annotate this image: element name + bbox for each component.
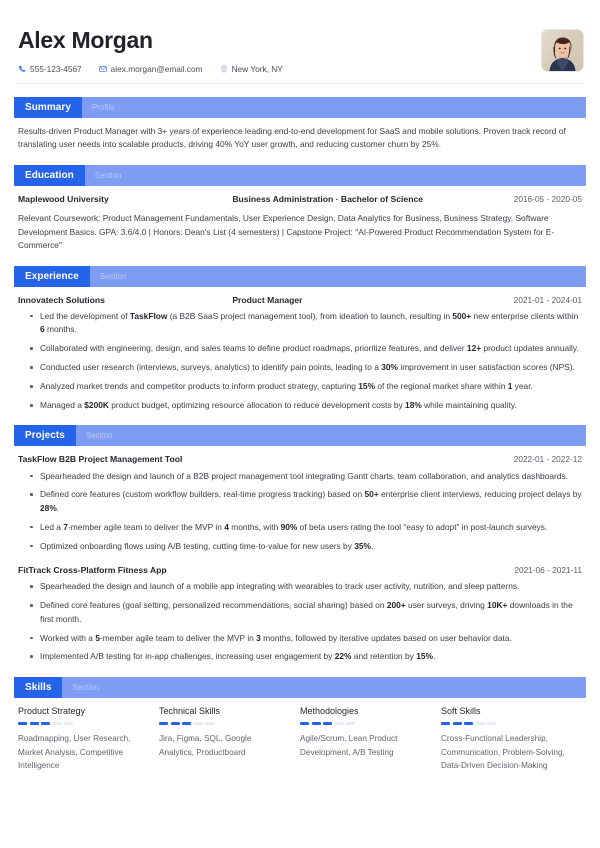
- contact-location[interactable]: [220, 64, 283, 74]
- skill-level-dash: [53, 722, 62, 725]
- contact-email[interactable]: [99, 64, 203, 74]
- section-header-education: [14, 165, 586, 186]
- section-title-experience: Experience: [14, 266, 90, 287]
- education-institution: Maplewood University: [18, 193, 109, 204]
- skill-level-dash: [300, 722, 309, 725]
- skill-column: [300, 706, 441, 773]
- contact-row: [18, 64, 541, 74]
- list-item: Implemented A/B testing for in-app challenges, increasing user engagement by 22% and retention by 15%.: [18, 650, 582, 663]
- experience-company: Innovatech Solutions: [18, 294, 105, 305]
- skill-column: [159, 706, 300, 773]
- section-body-summary: [14, 125, 586, 152]
- project-dates: 2021-06 - 2021-11: [514, 565, 582, 576]
- skill-level-meter: [441, 722, 568, 725]
- contact-phone[interactable]: [18, 64, 82, 74]
- section-skills: [14, 677, 586, 773]
- map-pin-icon: [220, 65, 228, 73]
- skill-column: [18, 706, 159, 773]
- list-item: Defined core features (goal setting, personalized recommendations, social sharing) based on 200+ user surveys, driving 10K+ downloads in the first month.: [18, 599, 582, 626]
- section-header-projects: [14, 425, 586, 446]
- list-item: Optimized onboarding flows using A/B testing, cutting time-to-value for new users by 35%.: [18, 540, 582, 553]
- skill-level-dash: [194, 722, 203, 725]
- experience-entry-head: [18, 294, 582, 306]
- phone-icon: [18, 65, 26, 73]
- skill-level-dash: [464, 722, 473, 725]
- skill-level-dash: [323, 722, 332, 725]
- experience-bullets: [18, 310, 582, 413]
- contact-phone-text: 555-123-4567: [30, 63, 82, 74]
- section-kind-projects: Section: [85, 431, 113, 441]
- list-item: Spearheaded the design and launch of a B2B project management tool integrating Gantt charts, team collaboration, and analytics dashboards.: [18, 470, 582, 483]
- section-body-experience: [14, 294, 586, 413]
- contact-email-text: alex.morgan@email.com: [110, 63, 203, 74]
- header-left: [14, 26, 541, 74]
- list-item: Conducted user research (interviews, surveys, analytics) to identify pain points, leading to a 30% improvement in user satisfaction scores (NPS).: [18, 361, 582, 374]
- experience-role: Product Manager: [232, 294, 303, 305]
- section-header-experience: [14, 266, 586, 287]
- skill-category-title: Methodologies: [300, 705, 359, 716]
- skill-level-dash: [159, 722, 168, 725]
- section-experience: [14, 266, 586, 413]
- project-title: FitTrack Cross-Platform Fitness App: [18, 565, 167, 576]
- skill-column: [441, 706, 582, 773]
- list-item: Led the development of TaskFlow (a B2B SaaS project management tool), from ideation to launch, resulting in 500+ new enterprise clients within 6 months.: [18, 310, 582, 337]
- list-item: Managed a $200K product budget, optimizing resource allocation to reduce development costs by 18% while maintaining quality.: [18, 399, 582, 412]
- envelope-icon: [99, 65, 107, 73]
- section-kind-skills: Section: [72, 682, 100, 692]
- header-divider: [16, 83, 584, 84]
- skill-level-dash: [312, 722, 321, 725]
- contact-location-text: New York, NY: [231, 63, 283, 74]
- skill-items: Cross-Functional Leadership, Communication, Problem-Solving, Data-Driven Decision-Making: [441, 733, 565, 771]
- skill-level-dash: [18, 722, 27, 725]
- project-bullets: [18, 470, 582, 554]
- section-title-summary: Summary: [14, 97, 82, 118]
- skill-category-title: Technical Skills: [159, 705, 221, 716]
- project-title: TaskFlow B2B Project Management Tool: [18, 454, 183, 465]
- skill-level-dash: [64, 722, 73, 725]
- skill-level-dash: [335, 722, 344, 725]
- education-dates: 2016-05 - 2020-05: [513, 193, 582, 204]
- skill-level-dash: [171, 722, 180, 725]
- skill-items: Jira, Figma, SQL, Google Analytics, Productboard: [159, 733, 252, 757]
- skill-category-title: Product Strategy: [18, 705, 86, 716]
- skill-level-dash: [346, 722, 355, 725]
- list-item: Led a 7-member agile team to deliver the MVP in 4 months, with 90% of beta users rating the tool “easy to adopt” in post-launch surveys.: [18, 521, 582, 534]
- section-summary: [14, 97, 586, 152]
- list-item: Collaborated with engineering, design, and sales teams to define product roadmaps, prioritize features, and deliver 12+ product updates annually.: [18, 342, 582, 355]
- section-body-education: [14, 193, 586, 253]
- skill-level-meter: [159, 722, 286, 725]
- project-dates: 2022-01 - 2022-12: [513, 454, 582, 465]
- skill-level-dash: [453, 722, 462, 725]
- list-item: Analyzed market trends and competitor products to inform product strategy, capturing 15% of the regional market share within 1 year.: [18, 380, 582, 393]
- section-kind-summary: Profile: [91, 102, 115, 112]
- project-entry-head: [18, 453, 582, 465]
- section-kind-experience: Section: [99, 271, 127, 281]
- experience-dates: 2021-01 - 2024-01: [513, 294, 582, 305]
- education-degree: Business Administration · Bachelor of Science: [232, 193, 424, 204]
- section-title-education: Education: [14, 165, 85, 186]
- section-body-projects: [14, 453, 586, 663]
- skill-items: Roadmapping, User Research, Market Analysis, Competitive Intelligence: [18, 733, 131, 771]
- education-entry-head: [18, 193, 582, 205]
- section-header-skills: [14, 677, 586, 698]
- section-kind-education: Section: [94, 170, 122, 180]
- skill-level-dash: [41, 722, 50, 725]
- education-detail: Relevant Coursework: Product Management Fundamentals, User Experience Design, Data Analytics for Business, Business Strategy, Software Development Basics. GPA: 3.6/4.0 | Honors: Dean's List (4 semesters) | Capstone Project: "AI-Powered Product Recommendation System for E-Commerce": [18, 213, 555, 251]
- project-bullets: [18, 580, 582, 664]
- skill-level-meter: [300, 722, 427, 725]
- skill-level-meter: [18, 722, 145, 725]
- section-header-summary: [14, 97, 586, 118]
- section-education: [14, 165, 586, 253]
- skill-category-title: Soft Skills: [441, 705, 481, 716]
- summary-text: Results-driven Product Manager with 3+ years of experience leading end-to-end development for SaaS and mobile solutions. Proven track record of translating user needs into scalable products, driving 40% YoY user growth, and reducing customer churn by 25%.: [18, 125, 566, 150]
- section-projects: [14, 425, 586, 663]
- section-title-projects: Projects: [14, 425, 76, 446]
- skill-items: Agile/Scrum, Lean Product Development, A/B Testing: [300, 733, 398, 757]
- skill-level-dash: [30, 722, 39, 725]
- skill-level-dash: [182, 722, 191, 725]
- skill-level-dash: [205, 722, 214, 725]
- list-item: Defined core features (custom workflow builders, real-time progress tracking) based on 50+ enterprise client interviews, reducing project delays by 28%.: [18, 488, 582, 515]
- resume-header: [14, 0, 586, 74]
- skill-level-dash: [441, 722, 450, 725]
- avatar-photo: [542, 30, 583, 71]
- skill-level-dash: [476, 722, 485, 725]
- section-title-skills: Skills: [14, 677, 62, 698]
- project-entry-head: [18, 564, 582, 576]
- skills-grid: [14, 706, 586, 773]
- skill-level-dash: [487, 722, 496, 725]
- avatar: [541, 29, 584, 72]
- page-title: Alex Morgan: [18, 27, 153, 53]
- list-item: Worked with a 5-member agile team to deliver the MVP in 3 months, followed by iterative updates based on user behavior data.: [18, 632, 582, 645]
- list-item: Spearheaded the design and launch of a mobile app integrating with wearables to track user activity, nutrition, and sleep patterns.: [18, 580, 582, 593]
